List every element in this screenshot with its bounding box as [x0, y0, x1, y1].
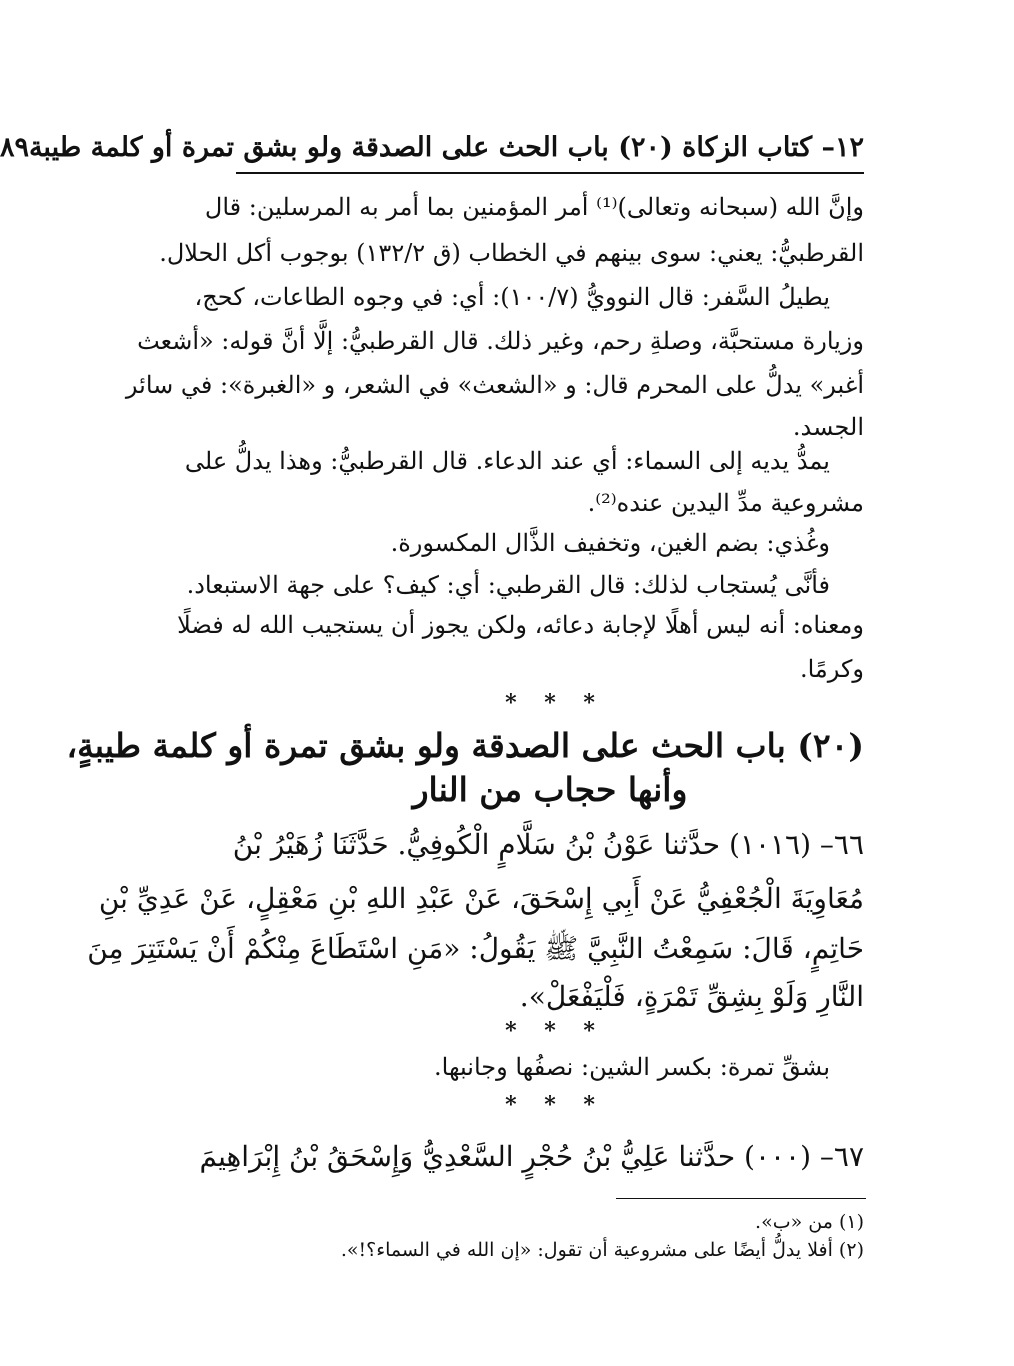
- hadith-line: النَّارِ وَلَوْ بِشِقِّ تَمْرَةٍ، فَلْيَفْعَلْ».: [519, 980, 864, 1013]
- commentary-line: فأنَّى يُستجاب لذلك: قال القرطبي: أي: كيف؟ على جهة الاستبعاد.: [186, 571, 830, 599]
- commentary-line: وكرمًا.: [799, 655, 864, 683]
- page-number: ٨٩: [0, 131, 29, 163]
- commentary-line: يمدُّ يديه إلى السماء: أي عند الدعاء. قال القرطبيُّ: وهذا يدلُّ على: [184, 447, 830, 475]
- commentary-line: مشروعية مدِّ اليدين عنده⁽²⁾.: [587, 489, 864, 517]
- commentary-line: القرطبيُّ: يعني: سوى بينهم في الخطاب (ق ١٣٢/٢) بوجوب أكل الحلال.: [159, 239, 864, 267]
- hadith-67-line: ٦٧– (٠٠٠) حدَّثنا عَلِيُّ بْنُ حُجْرٍ السَّعْدِيُّ وَإِسْحَقُ بْنُ إِبْرَاهِيمَ: [199, 1140, 864, 1173]
- chapter-heading-line: وأنها حجاب من النار: [412, 770, 688, 809]
- commentary-line: ومعناه: أنه ليس أهلًا لإجابة دعائه، ولكن يجوز أن يستجيب الله له فضلًا: [177, 611, 864, 639]
- running-header-title: ١٢– كتاب الزكاة (٢٠) باب الحث على الصدقة ولو بشق تمرة أو كلمة طيبة: [28, 131, 864, 163]
- commentary-line: الجسد.: [792, 413, 864, 441]
- glossary-note: بشقِّ تمرة: بكسر الشين: نصفُها وجانبها.: [434, 1053, 830, 1081]
- section-separator: * * *: [505, 1092, 605, 1118]
- footnote-1: (١) من «ب».: [755, 1211, 864, 1233]
- running-header: [0, 122, 864, 172]
- hadith-line: حَاتِمٍ، قَالَ: سَمِعْتُ النَّبِيَّ ﷺ يَقُولُ: «مَنِ اسْتَطَاعَ مِنْكُمْ أَنْ يَسْتَتِرَ مِنَ: [87, 932, 864, 965]
- chapter-heading-line: (٢٠) باب الحث على الصدقة ولو بشق تمرة أو كلمة طيبةٍ،: [66, 726, 864, 765]
- commentary-line: وزيارة مستحبَّة، وصلةِ رحم، وغير ذلك. قال القرطبيُّ: إلَّا أنَّ قوله: «أشعث: [137, 327, 864, 355]
- hadith-line: ٦٦– (١٠١٦) حدَّثنا عَوْنُ بْنُ سَلَّامٍ الْكُوفِيُّ. حَدَّثَنَا زُهَيْرُ بْنُ: [232, 828, 864, 861]
- section-separator: * * *: [505, 1018, 605, 1044]
- commentary-line: يطيلُ السَّفر: قال النوويُّ (١٠٠/٧): أي: في وجوه الطاعات، كحج،: [194, 283, 830, 311]
- footnote-2: (٢) أفلا يدلُّ أيضًا على مشروعية أن تقول: «إن الله في السماء؟!».: [340, 1239, 864, 1261]
- commentary-line: وغُذي: بضم الغين، وتخفيف الذَّال المكسورة.: [390, 529, 830, 557]
- commentary-line: وإنَّ الله (سبحانه وتعالى)⁽¹⁾ أمر المؤمنين بما أمر به المرسلين: قال: [204, 193, 864, 221]
- header-rule: [236, 172, 864, 174]
- commentary-line: أغبر» يدلُّ على المحرم قال: و «الشعث» في الشعر، و «الغبرة»: في سائر: [125, 371, 864, 399]
- footnote-rule: [616, 1198, 866, 1199]
- section-separator: * * *: [505, 690, 605, 716]
- hadith-line: مُعَاوِيَةَ الْجُعْفِيُّ عَنْ أَبِي إِسْحَقَ، عَنْ عَبْدِ اللهِ بْنِ مَعْقِلٍ، عَنْ عَدِيِّ بْنِ: [98, 882, 864, 915]
